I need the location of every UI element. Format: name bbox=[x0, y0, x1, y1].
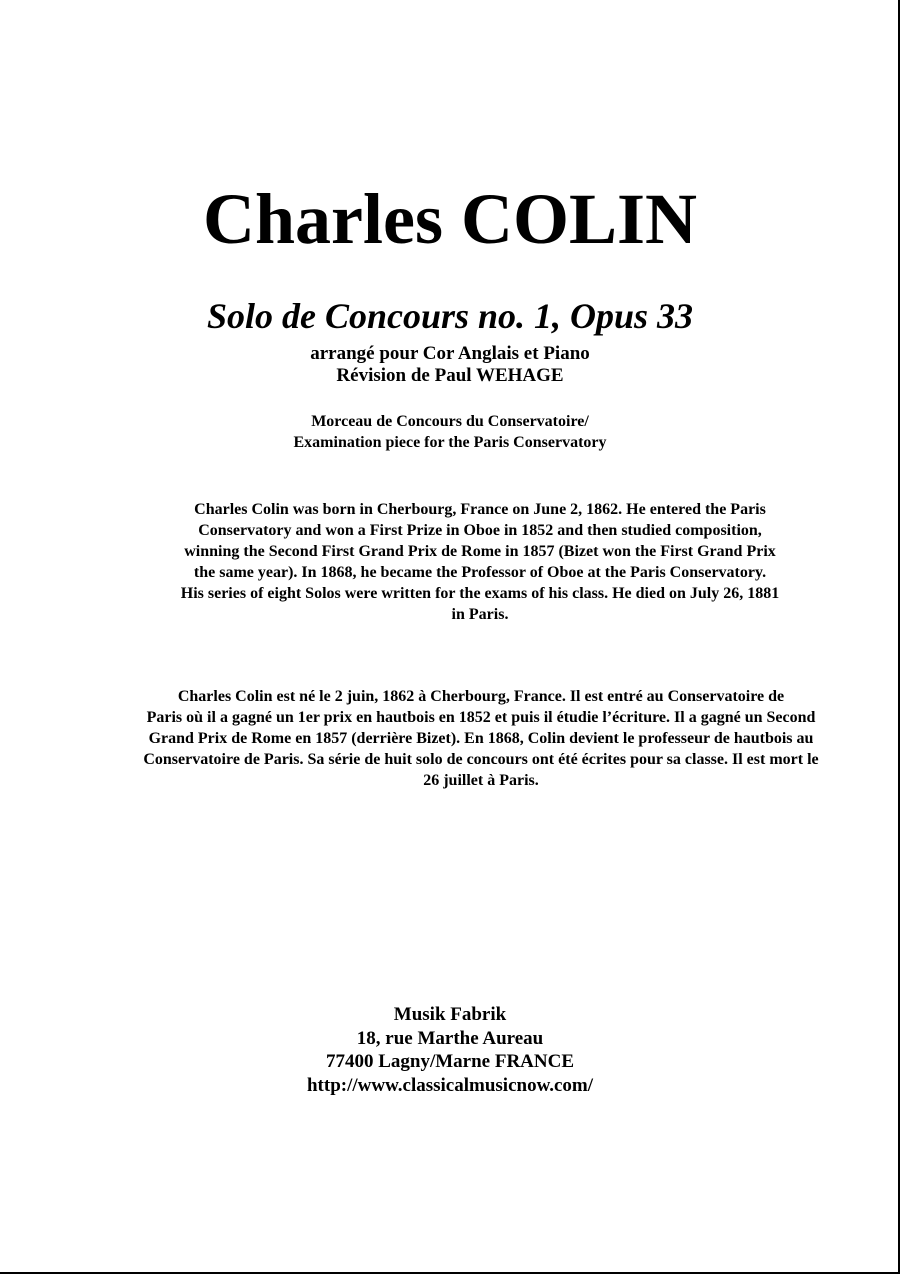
bio-fr-line: Paris où il a gagné un 1er prix en hautbois en 1852 et puis il étudie l’écriture. Il a gagné un Second bbox=[146, 709, 816, 726]
publisher-name: Musik Fabrik bbox=[393, 1004, 507, 1025]
bio-fr-line: Charles Colin est né le 2 juin, 1862 à Cherbourg, France. Il est entré au Conservatoire de bbox=[177, 688, 785, 705]
publisher-url: http://www.classicalmusicnow.com/ bbox=[306, 1074, 594, 1096]
bio-en-line: in Paris. bbox=[451, 606, 509, 623]
bio-en-line: the same year). In 1868, he became the Professor of Oboe at the Paris Conservatory. bbox=[193, 564, 767, 581]
composer-name: Charles COLIN bbox=[202, 179, 697, 259]
bio-en-line: His series of eight Solos were written for the exams of his class. He died on July 26, 1881 bbox=[180, 585, 780, 602]
bio-fr-line: Grand Prix de Rome en 1857 (derrière Bizet). En 1868, Colin devient le professeur de hautbois au bbox=[148, 730, 814, 747]
biography-english bbox=[130, 499, 830, 625]
publisher-city: 77400 Lagny/Marne FRANCE bbox=[325, 1051, 575, 1072]
work-title: Solo de Concours no. 1, Opus 33 bbox=[206, 296, 694, 336]
arrangement-line: arrangé pour Cor Anglais et Piano bbox=[310, 343, 590, 364]
publisher-street: 18, rue Marthe Aureau bbox=[356, 1027, 544, 1049]
biography-french bbox=[84, 686, 878, 791]
exam-line-fr: Morceau de Concours du Conservatoire/ bbox=[311, 413, 589, 430]
bio-fr-line: 26 juillet à Paris. bbox=[423, 772, 539, 789]
bio-fr-line: Conservatoire de Paris. Sa série de huit solo de concours ont été écrites pour sa classe. Il est mort le bbox=[143, 751, 819, 768]
bio-en-line: Conservatory and won a First Prize in Oboe in 1852 and then studied composition, bbox=[198, 522, 762, 539]
revision-line: Révision de Paul WEHAGE bbox=[336, 365, 564, 386]
exam-note bbox=[0, 411, 900, 453]
publisher-address bbox=[0, 1003, 900, 1097]
bio-en-line: winning the Second First Grand Prix de Rome in 1857 (Bizet won the First Grand Prix bbox=[184, 543, 776, 560]
bio-en-line: Charles Colin was born in Cherbourg, France on June 2, 1862. He entered the Paris bbox=[194, 501, 766, 518]
exam-line-en: Examination piece for the Paris Conservatory bbox=[293, 434, 607, 451]
subtitle-block bbox=[0, 343, 900, 387]
